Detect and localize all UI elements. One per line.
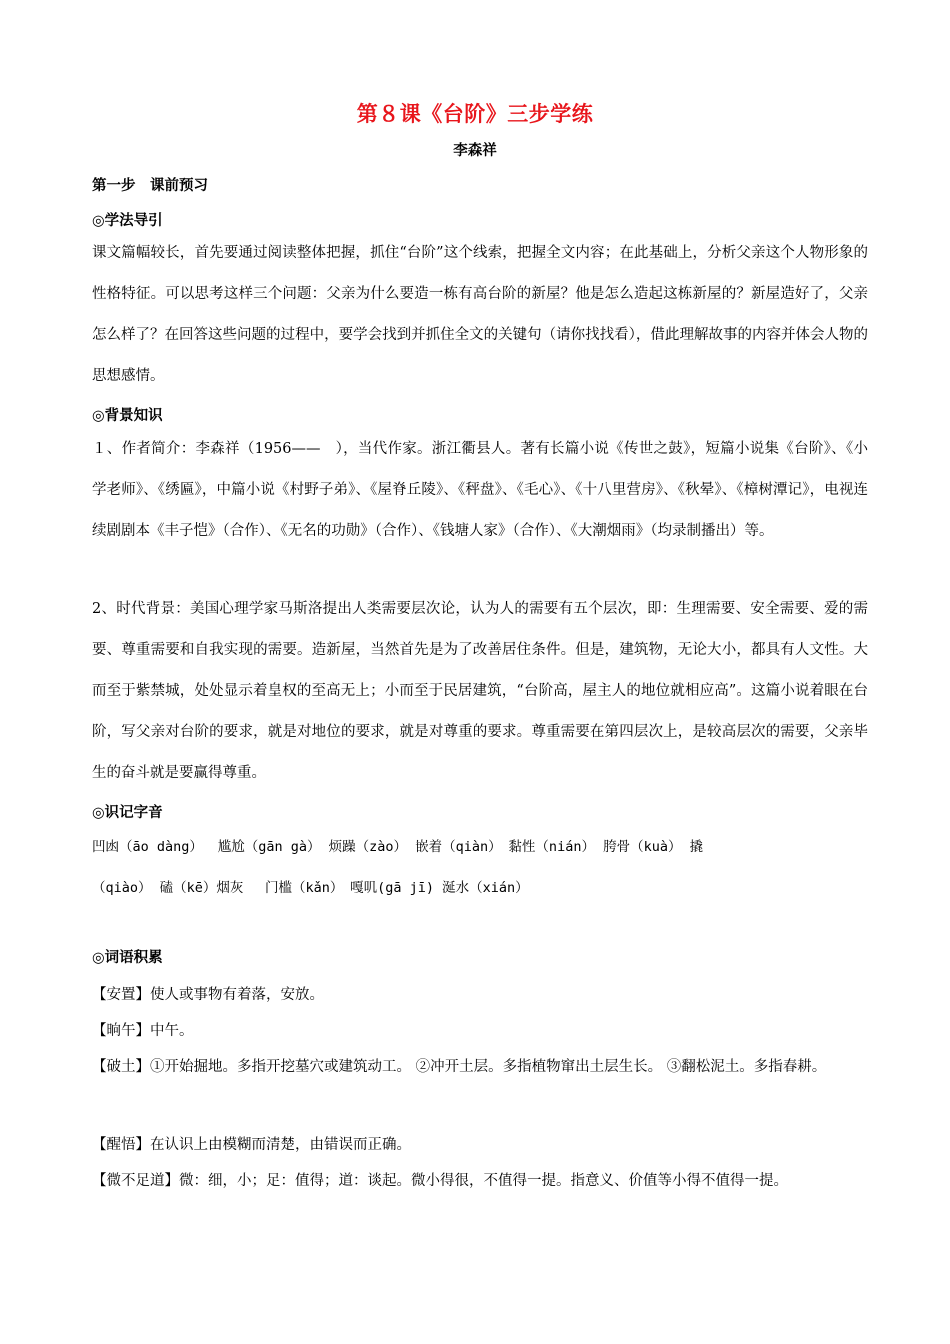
pronunciation-line: 凹凼（āo dàng） 尴尬（gān gà） 烦躁（zào） 嵌着（qiàn） 黏性（nián） 胯骨（kuà） 撬 [92, 839, 704, 855]
vocab-item: 【安置】使人或事物有着落，安放。 [92, 987, 324, 1003]
vocab-item: 【破土】①开始掘地。多指开挖墓穴或建筑动工。 ②冲开土层。多指植物窜出土层生长。 ③翻松泥土。多指春耕。 [92, 1059, 827, 1075]
step-heading: 第一步 课前预习 [92, 178, 208, 194]
pronunciation-line: （qiào） 磕（kē）烟灰 门槛（kǎn） 嘎叽(gā jī) 涎水（xián） [92, 880, 529, 896]
vocab-item: 【晌午】中午。 [92, 1023, 194, 1039]
section-heading-vocabulary: ◎词语积累 [92, 950, 163, 966]
method-paragraph: 课文篇幅较长，首先要通过阅读整体把握，抓住“台阶”这个线索，把握全文内容；在此基础上，分析父亲这个人物形象的性格特征。可以思考这样三个问题：父亲为什么要造一栋有高台阶的新屋？他是怎么造起这栋新屋的？新屋造好了，父亲怎么样了？在回答这些问题的过程中，要学会找到并抓住全文的关键句（请你找找看），借此理解故事的内容并体会人物的思想感情。 [92, 245, 868, 384]
page-title: 第８课《台阶》三步学练 [356, 102, 594, 126]
section-heading-background: ◎背景知识 [92, 408, 163, 424]
background-paragraph-author: １、作者简介：李森祥（1956—— ），当代作家。浙江衢县人。著有长篇小说《传世之鼓》，短篇小说集《台阶》、《小学老师》、《绣匾》，中篇小说《村野子弟》、《屋脊丘陵》、《秤盘》、《毛心》、《十八里营房》、《秋晕》、《樟树潭记》，电视连续剧剧本《丰子恺》（合作）、《无名的功勋》（合作）、《钱塘人家》（合作）、《大潮烟雨》（均录制播出）等。 [92, 441, 868, 539]
vocab-item: 【醒悟】在认识上由模糊而清楚，由错误而正确。 [92, 1137, 411, 1153]
vocab-item: 【微不足道】微：细，小；足：值得；道：谈起。微小得很，不值得一提。指意义、价值等小得不值得一提。 [92, 1173, 788, 1189]
author-name: 李森祥 [453, 143, 497, 159]
section-heading-pronunciation: ◎识记字音 [92, 805, 163, 821]
background-paragraph-era: 2、时代背景：美国心理学家马斯洛提出人类需要层次论，认为人的需要有五个层次，即：生理需要、安全需要、爱的需要、尊重需要和自我实现的需要。造新屋，当然首先是为了改善居住条件。但是，建筑物，无论大小，都具有人文性。大而至于紫禁城，处处显示着皇权的至高无上；小而至于民居建筑，“台阶高，屋主人的地位就相应高”。这篇小说着眼在台阶，写父亲对台阶的要求，就是对地位的要求，就是对尊重的要求。尊重需要在第四层次上，是较高层次的需要，父亲毕生的奋斗就是要赢得尊重。 [92, 601, 868, 781]
section-heading-method: ◎学法导引 [92, 213, 163, 229]
